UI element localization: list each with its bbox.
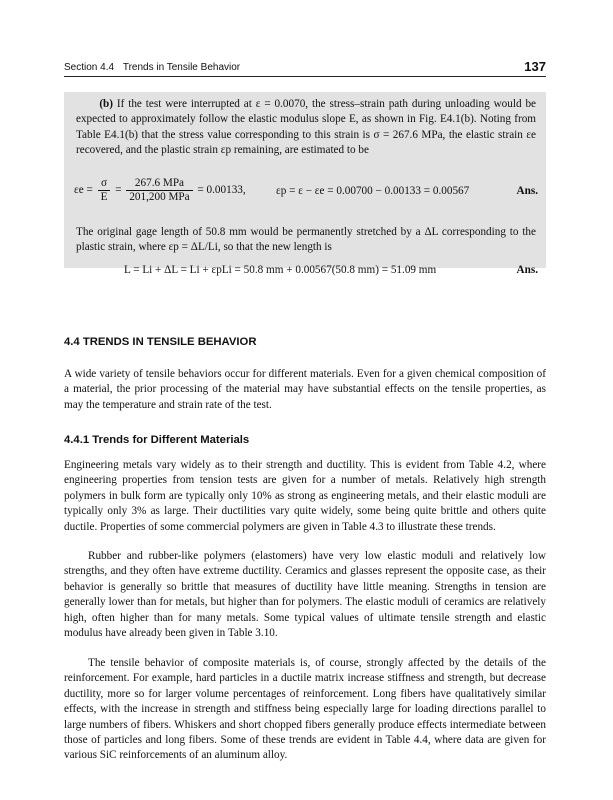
eq1-result: = 0.00133, [197, 184, 246, 197]
strain-equation-row [74, 177, 246, 204]
eq1-fraction-values [126, 177, 192, 204]
subsection-paragraph-3: The tensile behavior of composite materials is, of course, strongly affected by the details of the reinforcement. For example, hard particles in a ductile matrix increase stiffness and strength, but decrease ductility, more so for larger volume percentages of reinforcement. Long fibers have qualitatively similar effects, with the increase in strength and stiffness being especially large for loading directions parallel to large numbers of fibers. Whiskers and short chopped fibers generally produce effects intermediate between those of particles and long fibers. Some of these trends are evident in Table 4.4, where data are given for various SiC reinforcements of an aluminum alloy. [64, 657, 546, 762]
answer-label-1: Ans. [516, 185, 538, 197]
section-intro-paragraph: A wide variety of tensile behaviors occur for different materials. Even for a given chemical composition of a material, the prior processing of the material may have substantial effects on the tensile properties, as may the temperature and strain rate of the test. [64, 368, 546, 411]
plastic-strain-equation: εp = ε − εe = 0.00700 − 0.00133 = 0.00567 [276, 185, 470, 197]
running-head [64, 59, 546, 75]
subsection-paragraph-2: Rubber and rubber-like polymers (elastomers) have very low elastic moduli and relatively low strengths, and they often have extreme ductility. Ceramics and glasses represent the opposite case, as their behavior is generally so brittle that measures of ductility have little meaning. Strengths in tension are generally lower than for metals, but higher than for polymers. The elastic moduli of ceramics are relatively high, often higher than for many metals. Some typical values of ultimate tensile strength and elastic modulus have already been given in Table 3.10. [64, 550, 546, 640]
new-length-equation: L = Li + ΔL = Li + εpLi = 50.8 mm + 0.00567(50.8 mm) = 51.09 mm [124, 264, 437, 276]
eq1-frac1-denominator: E [100, 191, 108, 203]
eq1-frac2-denominator: 201,200 MPa [129, 191, 190, 203]
eq1-frac2-numerator: 267.6 MPa [126, 177, 192, 191]
example-paragraph-1 [76, 97, 536, 158]
subsection-heading: 4.4.1 Trends for Different Materials [64, 434, 250, 446]
worked-example-box [64, 92, 546, 276]
running-head-section: Section 4.4 [64, 62, 115, 73]
page-number: 137 [524, 59, 546, 74]
eq1-fraction-stress-modulus [98, 177, 111, 204]
answer-label-2: Ans. [516, 264, 538, 276]
running-head-title: Trends in Tensile Behavior [122, 62, 241, 73]
eq1-frac1-numerator: σ [98, 177, 111, 191]
running-head-left [64, 62, 240, 73]
section-heading: 4.4 TRENDS IN TENSILE BEHAVIOR [64, 336, 257, 348]
example-part-label: (b) [99, 98, 113, 110]
eq1-equals: = [115, 184, 122, 197]
header-rule [64, 76, 546, 77]
example-paragraph-2: The original gage length of 50.8 mm would be permanently stretched by a ΔL corresponding to the plastic strain, where εp = ΔL/Li, so that the new length is [76, 226, 536, 254]
subsection-paragraph-1: Engineering metals vary widely as to their strength and ductility. This is evident from Table 4.2, where engineering properties from tension tests are given for a number of metals. Relatively high strength polymers in bulk form are typically only 10% as strong as engineering metals, and their elastic moduli are typically only 3% as large. Their ductilities vary quite widely, some being quite brittle and others quite ductile. Properties of some commercial polymers are given in Table 4.3 to illustrate these trends. [64, 459, 546, 533]
eq1-lhs: εe = [74, 184, 93, 197]
example-para1-text: If the test were interrupted at ε = 0.0070, the stress–strain path during unloading would be expected to approximately follow the elastic modulus slope E, as shown in Fig. E4.1(b). Noting from Table E4.1(b) that the stress value corresponding to this strain is σ = 267.6 MPa, the elastic strain εe recovered, and the plastic strain εp remaining, are estimated to be [76, 98, 536, 156]
